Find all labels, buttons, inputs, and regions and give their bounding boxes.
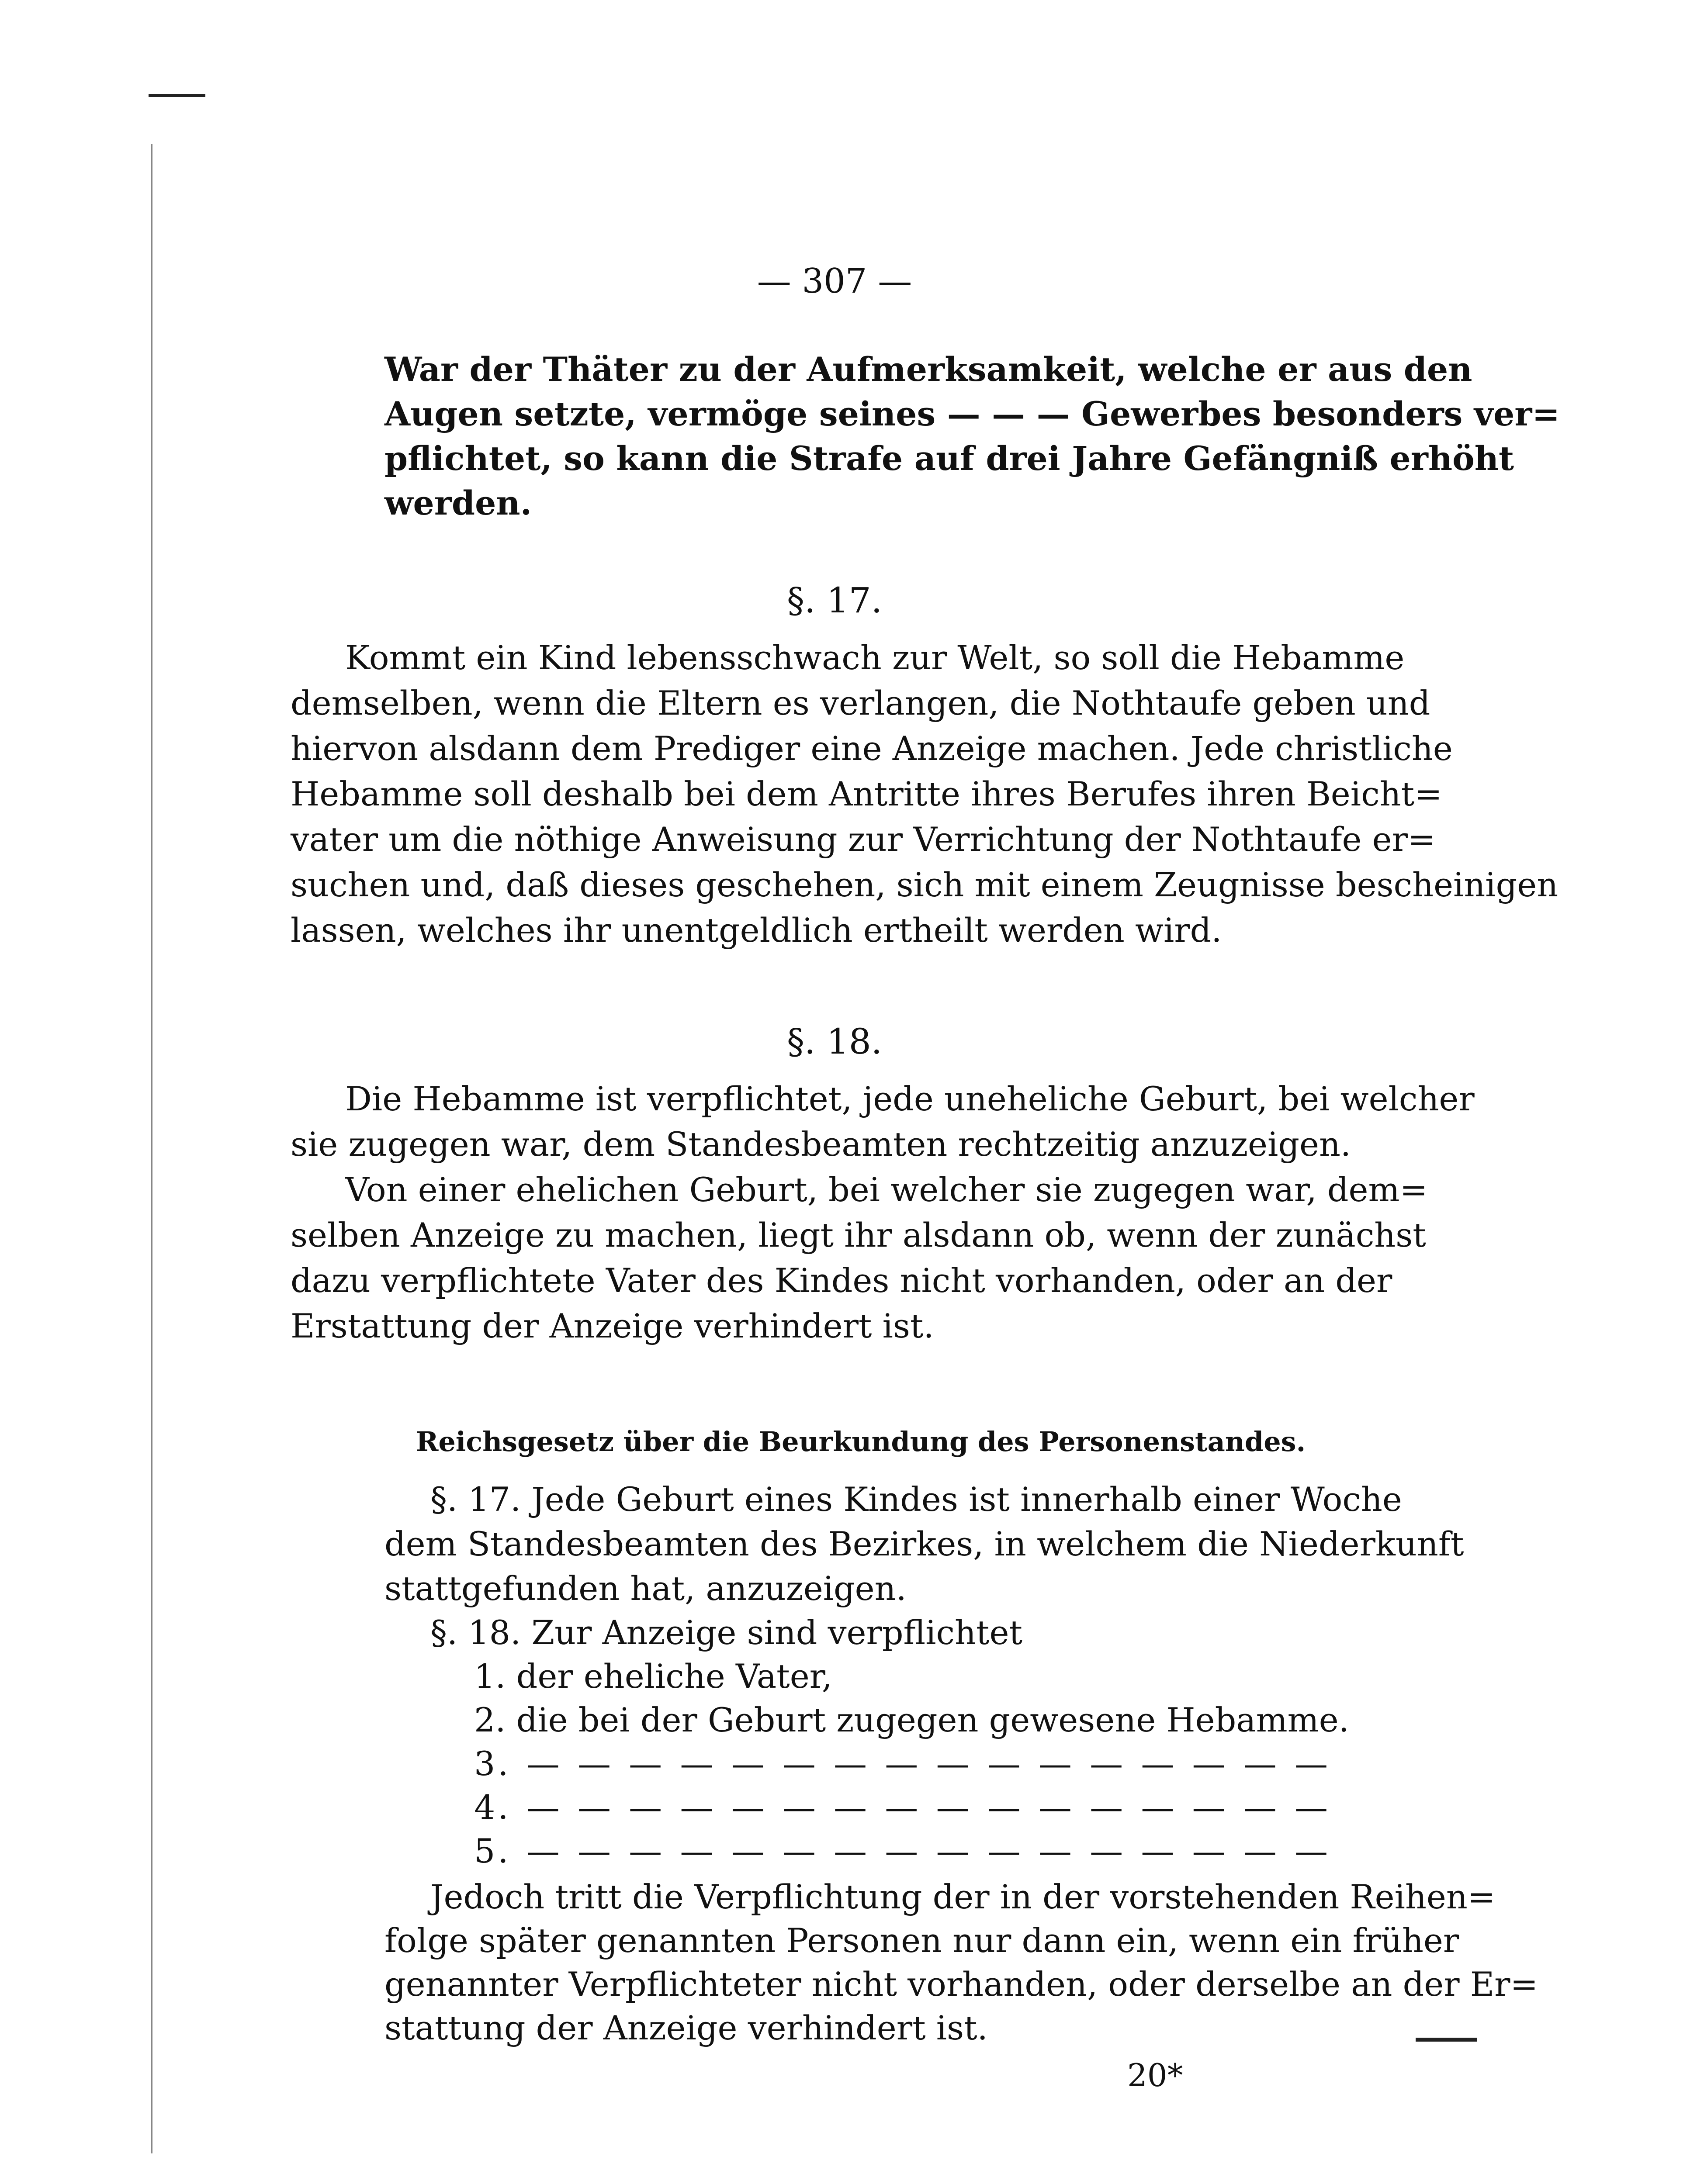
s17-line-1: Kommt ein Kind lebensschwach zur Welt, so soll die Hebamme [345, 638, 1405, 677]
reich-18-item-4: 4. — — — — — — — — — — — — — — — — [474, 1788, 1330, 1827]
reich-closing-line-4: stattung der Anzeige verhindert ist. [384, 2008, 988, 2047]
reich-18-item-5: 5. — — — — — — — — — — — — — — — — [474, 1832, 1330, 1870]
s18-line-3: Von einer ehelichen Geburt, bei welcher sie zugegen war, dem= [345, 1170, 1428, 1209]
section-18-heading: §. 18. [786, 1021, 883, 1062]
intro-line-3: pflichtet, so kann die Strafe auf drei Jahre Gefängniß erhöht [384, 439, 1514, 478]
s17-line-6: suchen und, daß dieses geschehen, sich mit einem Zeugnisse bescheinigen [291, 865, 1559, 904]
scan-edge-rule-right [1416, 2038, 1477, 2042]
s17-line-5: vater um die nöthige Anweisung zur Verrichtung der Nothtaufe er= [291, 820, 1436, 859]
reich-closing-line-1: Jedoch tritt die Verpflichtung der in der vorstehenden Reihen= [430, 1877, 1496, 1916]
s17-line-3: hiervon alsdann dem Prediger eine Anzeige machen. Jede christliche [291, 729, 1453, 768]
scan-edge-rule-top-left [149, 94, 205, 97]
scan-edge-rule-left [151, 144, 152, 2153]
intro-line-2: Augen setzte, vermöge seines — — — Gewerbes besonders ver= [384, 394, 1560, 433]
reich-17-line-2: dem Standesbeamten des Bezirkes, in welchem die Niederkunft [384, 1524, 1464, 1563]
s17-line-7: lassen, welches ihr unentgeldlich ertheilt werden wird. [291, 911, 1222, 950]
reichsgesetz-heading: Reichsgesetz über die Beurkundung des Personenstandes. [416, 1426, 1306, 1458]
signature-mark: 20* [1127, 2057, 1183, 2094]
s17-line-2: demselben, wenn die Eltern es verlangen, die Nothtaufe geben und [291, 684, 1430, 722]
reich-closing-line-2: folge später genannten Personen nur dann ein, wenn ein früher [384, 1921, 1459, 1960]
reich-17-line-1: §. 17. Jede Geburt eines Kindes ist innerhalb einer Woche [430, 1480, 1402, 1519]
s18-line-5: dazu verpflichtete Vater des Kindes nicht vorhanden, oder an der [291, 1261, 1392, 1300]
reich-18-item-1: 1. der eheliche Vater, [474, 1657, 832, 1696]
intro-line-4: werden. [384, 484, 532, 522]
s18-line-2: sie zugegen war, dem Standesbeamten rechtzeitig anzuzeigen. [291, 1125, 1351, 1164]
reich-18-intro: §. 18. Zur Anzeige sind verpflichtet [430, 1613, 1023, 1652]
reich-18-item-2: 2. die bei der Geburt zugegen gewesene Hebamme. [474, 1700, 1349, 1739]
reich-17-line-3: stattgefunden hat, anzuzeigen. [384, 1569, 907, 1608]
s18-line-1: Die Hebamme ist verpflichtet, jede uneheliche Geburt, bei welcher [345, 1079, 1475, 1118]
s18-line-4: selben Anzeige zu machen, liegt ihr alsdann ob, wenn der zunächst [291, 1216, 1426, 1254]
s17-line-4: Hebamme soll deshalb bei dem Antritte ihres Berufes ihren Beicht= [291, 774, 1442, 813]
s18-line-6: Erstattung der Anzeige verhindert ist. [291, 1306, 934, 1345]
intro-line-1: War der Thäter zu der Aufmerksamkeit, welche er aus den [384, 350, 1472, 389]
section-17-heading: §. 17. [786, 580, 883, 621]
page-number: — 307 — [757, 262, 912, 301]
reich-18-item-3: 3. — — — — — — — — — — — — — — — — [474, 1744, 1330, 1783]
reich-closing-line-3: genannter Verpflichteter nicht vorhanden, oder derselbe an der Er= [384, 1965, 1538, 2004]
